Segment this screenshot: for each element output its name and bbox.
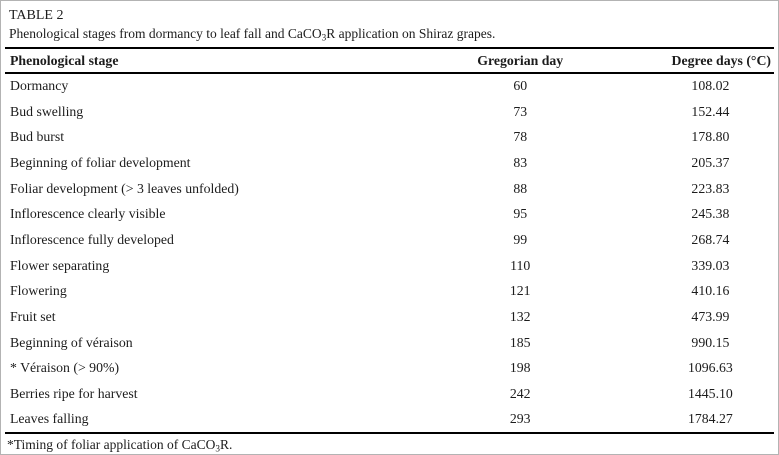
stage-cell: Fruit set: [10, 309, 56, 325]
stage-cell: Inflorescence clearly visible: [10, 206, 166, 222]
phenology-table: [5, 47, 774, 434]
page-container: [1, 1, 778, 453]
gregorian-day-cell: 185: [509, 334, 531, 350]
table-row: [5, 279, 774, 305]
gregorian-day-cell: 293: [509, 411, 531, 427]
table-row: [5, 150, 774, 176]
degree-days-cell: 178.80: [691, 129, 730, 145]
stage-cell: Inflorescence fully developed: [10, 231, 174, 247]
table-row: [5, 304, 774, 330]
gregorian-day-cell: 198: [509, 360, 531, 376]
degree-days-cell: 990.15: [691, 334, 730, 350]
footnote-subscript: 3: [215, 442, 220, 453]
table-row: [5, 73, 774, 99]
degree-days-cell: 108.02: [691, 78, 730, 94]
table-row: [5, 407, 774, 433]
stage-cell: Leaves falling: [10, 411, 89, 427]
table-row: [5, 124, 774, 150]
gregorian-day-cell: 83: [513, 154, 528, 170]
footnote-text-pre: *Timing of foliar application of CaCO: [7, 436, 216, 452]
degree-days-cell: 223.83: [691, 180, 730, 196]
table-body: [5, 73, 774, 433]
table-row-veraison-asterisk: [5, 356, 774, 382]
stage-cell: Bud swelling: [10, 103, 84, 119]
caption-subscript: 3: [321, 32, 327, 43]
stage-cell: Foliar development (> 3 leaves unfolded): [10, 180, 239, 196]
degree-days-cell: 268.74: [691, 231, 730, 247]
caption-text-pre: Phenological stages from dormancy to leaf fall and CaCO: [9, 26, 322, 41]
degree-days-cell: 1784.27: [687, 411, 733, 427]
degree-days-cell: 410.16: [691, 283, 730, 299]
stage-cell: Berries ripe for harvest: [10, 386, 138, 402]
table-header: [5, 48, 774, 73]
degree-days-cell: 1096.63: [687, 360, 733, 376]
degree-days-cell: 152.44: [691, 103, 730, 119]
table-row: [5, 227, 774, 253]
gregorian-day-cell: 78: [513, 129, 528, 145]
table-row: [5, 201, 774, 227]
table-row: [5, 381, 774, 407]
gregorian-day-cell: 132: [509, 309, 531, 325]
table-header-row: [5, 48, 774, 73]
stage-cell: Flower separating: [10, 257, 110, 273]
caption-text-post: R application on Shiraz grapes.: [326, 26, 496, 41]
table-row: [5, 253, 774, 279]
stage-cell: Beginning of véraison: [10, 334, 133, 350]
gregorian-day-cell: 242: [509, 386, 531, 402]
stage-cell: Flowering: [10, 283, 67, 299]
degree-days-cell: 339.03: [691, 257, 730, 273]
degree-days-cell: 1445.10: [687, 386, 733, 402]
table-row: [5, 99, 774, 125]
degree-days-cell: 205.37: [691, 154, 730, 170]
stage-cell: Dormancy: [10, 78, 69, 94]
degree-days-cell: 245.38: [691, 206, 730, 222]
column-header-gregorian-day: Gregorian day: [436, 48, 605, 73]
gregorian-day-cell: 88: [513, 180, 528, 196]
gregorian-day-cell: 99: [513, 231, 528, 247]
table-row: [5, 330, 774, 356]
gregorian-day-cell: 110: [510, 257, 531, 273]
table-row: [5, 176, 774, 202]
stage-cell: Beginning of foliar development: [10, 154, 191, 170]
footnote-text-post: R.: [219, 436, 233, 452]
column-header-phenological-stage: Phenological stage: [5, 48, 436, 73]
degree-days-cell: 473.99: [691, 309, 730, 325]
stage-cell: Bud burst: [10, 129, 65, 145]
gregorian-day-cell: 95: [513, 206, 528, 222]
table-footnote: [7, 437, 774, 453]
gregorian-day-cell: 121: [509, 283, 531, 299]
gregorian-day-cell: 73: [513, 103, 528, 119]
table-caption: [9, 25, 774, 42]
column-header-degree-days: Degree days (°C): [605, 48, 774, 73]
gregorian-day-cell: 60: [513, 78, 528, 94]
stage-cell: * Véraison (> 90%): [10, 360, 120, 376]
table-label: TABLE 2: [9, 8, 64, 23]
